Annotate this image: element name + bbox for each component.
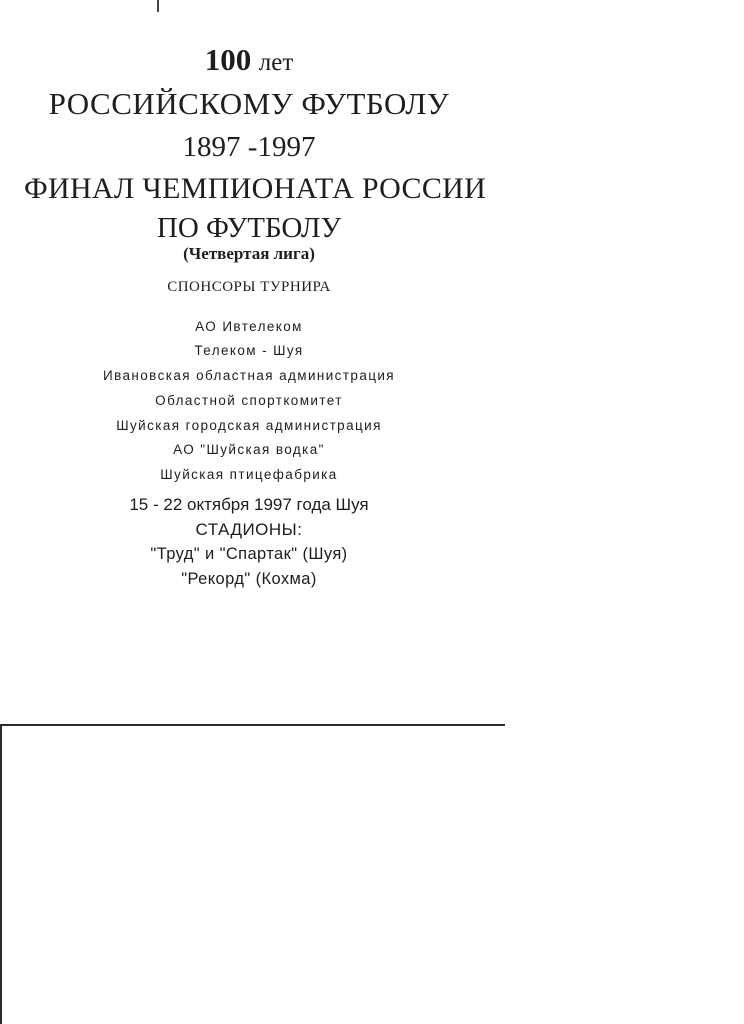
centenary-line <box>24 42 474 78</box>
centenary-number: 100 <box>204 42 252 77</box>
league-subtitle: (Четвертая лига) <box>183 244 315 263</box>
stadium-item: "Рекорд" (Кохма) <box>181 570 317 588</box>
sponsor-item: АО "Шуйская водка" <box>173 442 325 457</box>
centenary-word: лет <box>258 49 294 76</box>
event-dates: 15 - 22 октября 1997 года Шуя <box>129 495 369 514</box>
sponsor-item: Областной спорткомитет <box>155 393 343 408</box>
sponsor-item: Шуйская птицефабрика <box>160 467 338 482</box>
stadium-item: "Труд" и "Спартак" (Шуя) <box>150 545 348 563</box>
sponsor-item: Телеком - Шуя <box>194 343 304 358</box>
paper-edge-horizontal <box>0 724 505 726</box>
paper-edge-vertical <box>0 724 2 1024</box>
sponsors-title: СПОНСОРЫ ТУРНИРА <box>167 279 331 295</box>
sponsor-item: АО Ивтелеком <box>195 319 303 334</box>
sponsor-item: Шуйская городская администрация <box>116 418 382 433</box>
years-range: 1897 -1997 <box>182 131 316 163</box>
football-title: ПО ФУТБОЛУ <box>156 212 342 244</box>
scan-mark <box>157 0 159 12</box>
dedication-title: РОССИЙСКОМУ ФУТБОЛУ <box>48 86 450 121</box>
stadiums-title: СТАДИОНЫ: <box>195 520 303 539</box>
sponsor-item: Ивановская областная администрация <box>102 368 396 383</box>
final-title: ФИНАЛ ЧЕМПИОНАТА РОССИИ <box>24 172 487 205</box>
